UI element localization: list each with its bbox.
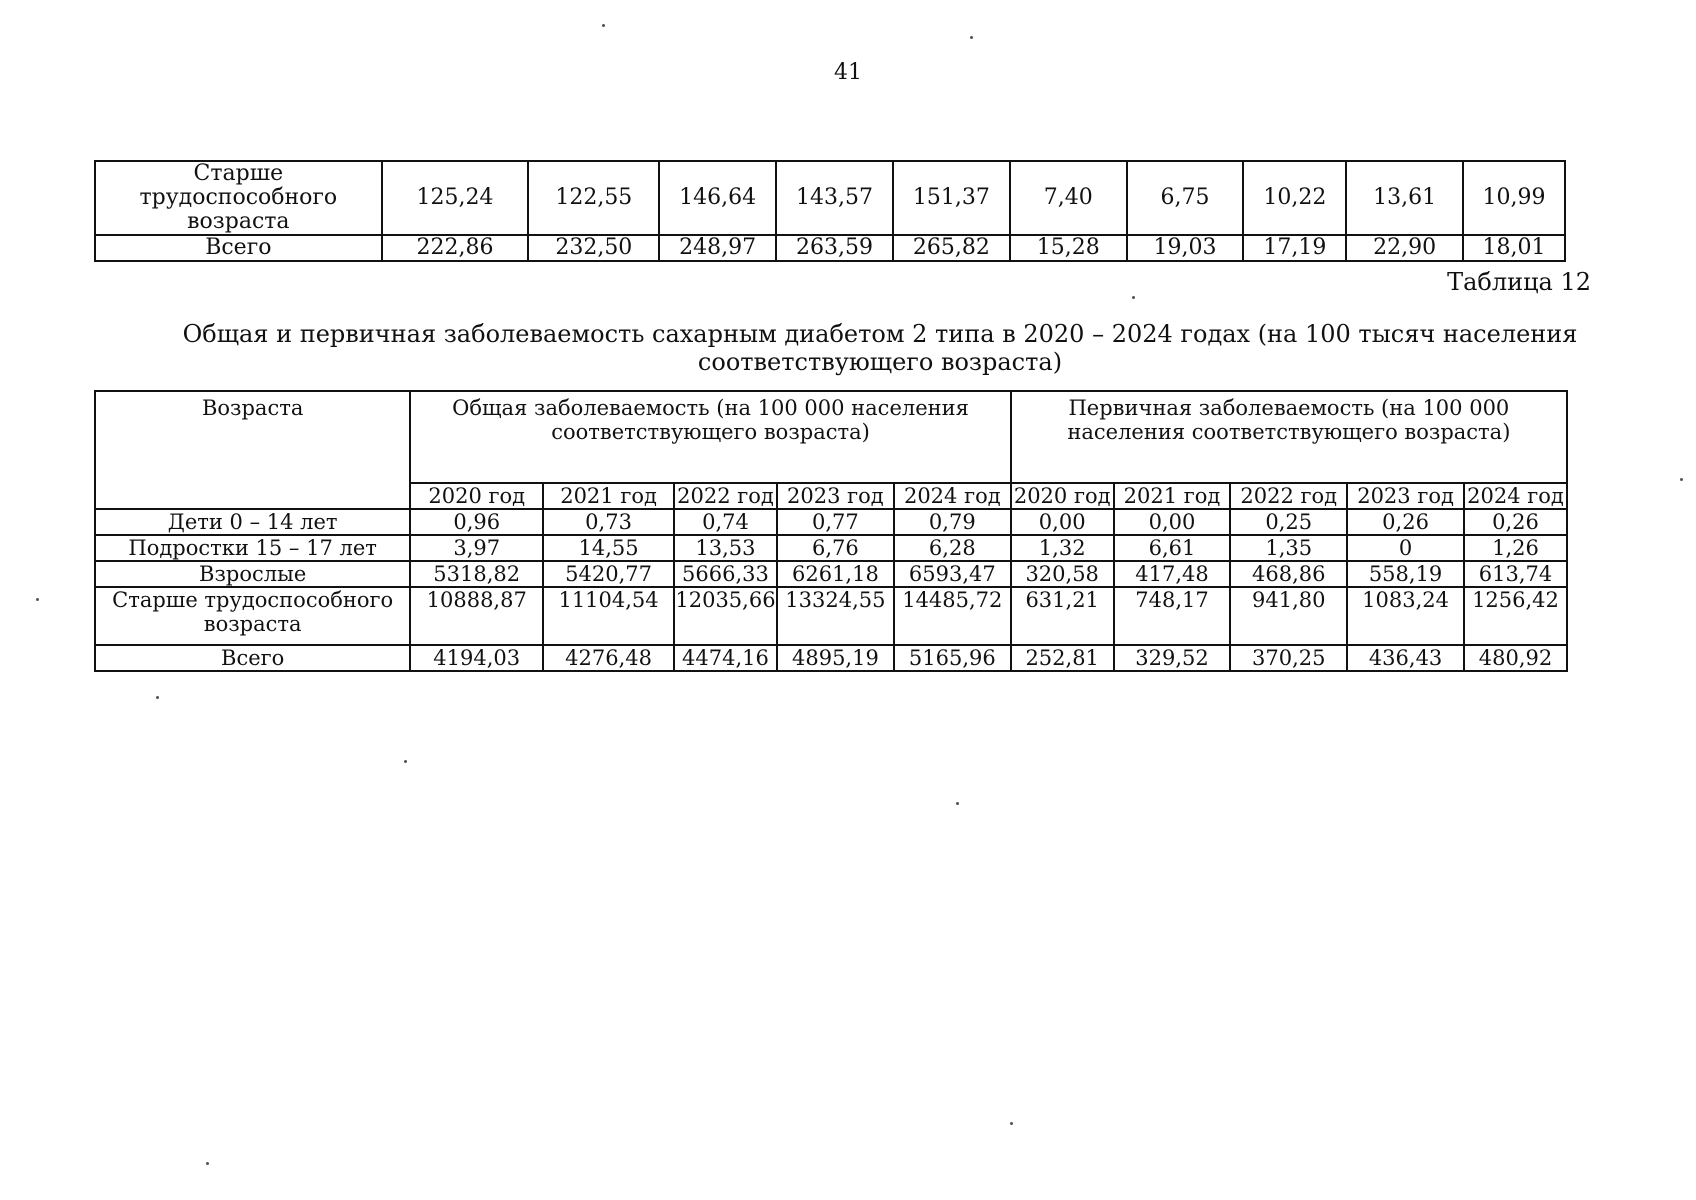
table-cell: 6261,18: [777, 561, 894, 587]
scan-speck: [206, 1162, 209, 1165]
table-row: [95, 561, 1567, 587]
year-header: 2020 год: [410, 483, 543, 509]
table-cell: 480,92: [1464, 645, 1567, 671]
table-cell: 13324,55: [777, 587, 894, 645]
table-cell: 13,53: [674, 535, 777, 561]
row-label: Подростки 15 – 17 лет: [95, 535, 410, 561]
table-cell: 14485,72: [894, 587, 1011, 645]
row-label: Дети 0 – 14 лет: [95, 509, 410, 535]
row-label: Всего: [95, 645, 410, 671]
table-cell: 1083,24: [1347, 587, 1464, 645]
year-header: 2020 год: [1011, 483, 1114, 509]
table-cell: 22,90: [1346, 235, 1463, 261]
table-cell: 7,40: [1010, 161, 1127, 235]
table-cell: 13,61: [1346, 161, 1463, 235]
table-cell: 436,43: [1347, 645, 1464, 671]
scan-speck: [970, 36, 973, 39]
year-header: 2023 год: [777, 483, 894, 509]
page-number: 41: [834, 60, 862, 85]
scan-speck: [404, 760, 407, 763]
table-cell: 748,17: [1114, 587, 1231, 645]
table-cell: 10888,87: [410, 587, 543, 645]
scan-speck: [156, 696, 159, 699]
table-cell: 320,58: [1011, 561, 1114, 587]
table-cell: 3,97: [410, 535, 543, 561]
table-cell: 11104,54: [543, 587, 674, 645]
table-cell: 0,00: [1114, 509, 1231, 535]
table-cell: 4194,03: [410, 645, 543, 671]
table-cell: 0,73: [543, 509, 674, 535]
year-header: 2022 год: [1230, 483, 1347, 509]
table-cell: 125,24: [382, 161, 529, 235]
row-label: Всего: [95, 235, 382, 261]
scan-speck: [602, 24, 605, 27]
scan-speck: [1132, 296, 1135, 299]
table-cell: 4276,48: [543, 645, 674, 671]
table-cell: 232,50: [528, 235, 659, 261]
table-cell: 329,52: [1114, 645, 1231, 671]
table-cell: 1,35: [1230, 535, 1347, 561]
table-row: [95, 509, 1567, 535]
table-cell: 6,75: [1127, 161, 1244, 235]
scan-speck: [1680, 478, 1683, 481]
table-cell: 631,21: [1011, 587, 1114, 645]
table-cell: 0,26: [1464, 509, 1567, 535]
total-morbidity-header: Общая заболеваемость (на 100 000 населения соответствующего возраста): [410, 391, 1010, 483]
table-cell: 0,00: [1011, 509, 1114, 535]
table-cell: 468,86: [1230, 561, 1347, 587]
scan-speck: [36, 598, 39, 601]
table-cell: 146,64: [659, 161, 776, 235]
row-label: Старше трудоспособного возраста: [95, 587, 410, 645]
table-row: [95, 645, 1567, 671]
table-cell: 263,59: [776, 235, 893, 261]
year-header: 2024 год: [1464, 483, 1567, 509]
table-row: [95, 235, 1565, 261]
year-header: 2021 год: [1114, 483, 1231, 509]
table-cell: 613,74: [1464, 561, 1567, 587]
table-cell: 0,25: [1230, 509, 1347, 535]
table-title: Общая и первичная заболеваемость сахарным диабетом 2 типа в 2020 – 2024 годах (на 100 тысяч населения соответствующего возраста): [182, 320, 1578, 376]
table-cell: 1256,42: [1464, 587, 1567, 645]
table-cell: 18,01: [1463, 235, 1565, 261]
table-row: [95, 535, 1567, 561]
table-cell: 12035,66: [674, 587, 777, 645]
table-cell: 6,76: [777, 535, 894, 561]
year-header: 2024 год: [894, 483, 1011, 509]
table-cell: 10,99: [1463, 161, 1565, 235]
table-cell: 4895,19: [777, 645, 894, 671]
table-cell: 1,32: [1011, 535, 1114, 561]
table-row: [95, 587, 1567, 645]
table-cell: 0,26: [1347, 509, 1464, 535]
table-cell: 222,86: [382, 235, 529, 261]
table-cell: 1,26: [1464, 535, 1567, 561]
table-cell: 6593,47: [894, 561, 1011, 587]
primary-morbidity-header: Первичная заболеваемость (на 100 000 населения соответствующего возраста): [1011, 391, 1567, 483]
year-header: 2021 год: [543, 483, 674, 509]
age-header: Возраста: [95, 391, 410, 509]
table-cell: 15,28: [1010, 235, 1127, 261]
row-label: Старше трудоспособного возраста: [95, 161, 382, 235]
table-cell: 19,03: [1127, 235, 1244, 261]
table-cell: 248,97: [659, 235, 776, 261]
table-label: Таблица 12: [1447, 268, 1591, 296]
table-cell: 17,19: [1243, 235, 1346, 261]
table-cell: 151,37: [893, 161, 1010, 235]
table-cell: 265,82: [893, 235, 1010, 261]
table-cell: 941,80: [1230, 587, 1347, 645]
table-cell: 14,55: [543, 535, 674, 561]
table-cell: 0,79: [894, 509, 1011, 535]
table-cell: 0,74: [674, 509, 777, 535]
table-12: [94, 390, 1568, 672]
table-row: [95, 161, 1565, 235]
table-cell: 4474,16: [674, 645, 777, 671]
scan-speck: [956, 802, 959, 805]
scan-speck: [1010, 1122, 1013, 1125]
table-cell: 370,25: [1230, 645, 1347, 671]
table-cell: 558,19: [1347, 561, 1464, 587]
table-cell: 10,22: [1243, 161, 1346, 235]
table-cell: 0,77: [777, 509, 894, 535]
table-cell: 0: [1347, 535, 1464, 561]
row-label: Взрослые: [95, 561, 410, 587]
table-cell: 5666,33: [674, 561, 777, 587]
table-cell: 6,28: [894, 535, 1011, 561]
table-cell: 417,48: [1114, 561, 1231, 587]
table-cell: 5318,82: [410, 561, 543, 587]
year-header: 2023 год: [1347, 483, 1464, 509]
year-header: 2022 год: [674, 483, 777, 509]
table-11-continuation: [94, 160, 1566, 262]
table-cell: 143,57: [776, 161, 893, 235]
table-cell: 6,61: [1114, 535, 1231, 561]
table-cell: 5420,77: [543, 561, 674, 587]
table-cell: 122,55: [528, 161, 659, 235]
table-cell: 5165,96: [894, 645, 1011, 671]
table-cell: 252,81: [1011, 645, 1114, 671]
table-cell: 0,96: [410, 509, 543, 535]
